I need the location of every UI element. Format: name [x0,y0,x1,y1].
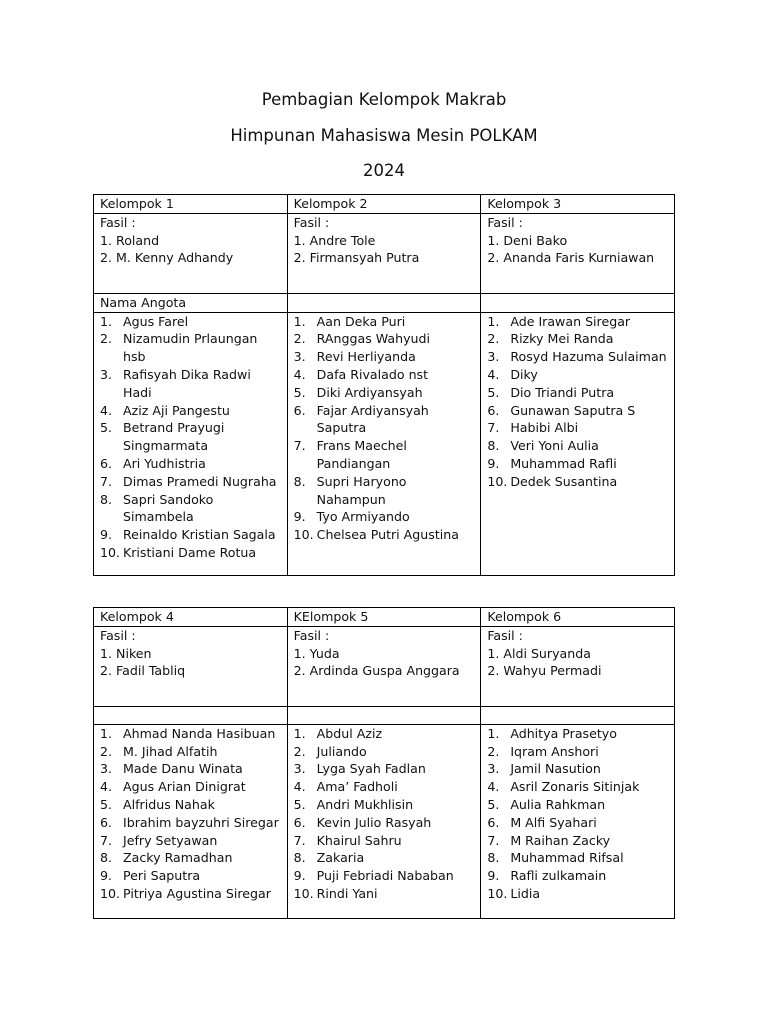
group-header: Kelompok 6 [481,608,675,627]
member-item [294,508,475,526]
member-name: Frans Maechel Pandiangan [316,438,407,471]
page-title: Pembagian Kelompok Makrab [261,90,507,109]
member-name: Dedek Susantina [510,473,618,489]
member-name: M. Jihad Alfatih [123,743,218,759]
member-item [294,526,475,544]
member-item [100,313,281,331]
member-item [294,330,475,348]
member-item [294,402,475,438]
member-name: Veri Yoni Aulia [510,438,599,454]
member-name: Muhammad Rifsal [510,850,624,866]
member-number: 2. [487,331,500,347]
facilitator-label: Fasil : [100,627,136,643]
member-item [487,473,668,491]
member-item [487,419,668,437]
member-name: Jefry Setyawan [123,832,218,848]
member-name: Nizamudin Prlaungan hsb [123,331,258,365]
member-name: M Alfi Syahari [510,814,597,830]
facilitator-cell [287,213,481,293]
member-list [100,725,281,903]
member-number: 9. [293,509,306,525]
member-number: 3. [100,366,113,382]
member-item [487,885,668,903]
member-number: 7. [293,832,306,848]
facilitator-name: 2. Fadil Tabliq [100,663,186,679]
member-row [94,724,675,918]
member-name: Dio Triandi Putra [510,384,615,400]
group-table-2 [93,607,675,919]
member-cell [287,724,481,918]
member-item [100,725,281,743]
facilitator-cell [287,626,481,706]
member-item [487,778,668,796]
member-number: 3. [293,349,306,365]
member-item [487,849,668,867]
facilitator-cell [94,213,288,293]
member-name: Juliando [316,743,367,759]
facilitator-cell [481,213,675,293]
member-item [100,885,281,903]
member-number: 6. [293,402,306,418]
member-item [294,437,475,473]
member-item [100,402,281,420]
member-item [100,366,281,402]
member-number: 5. [293,384,306,400]
member-number: 7. [293,438,306,454]
facilitator-cell [481,626,675,706]
member-cell [481,724,675,918]
member-number: 7. [487,420,500,436]
facilitator-name: 1. Roland [100,232,160,248]
member-number: 10. [100,885,121,901]
member-number: 2. [293,331,306,347]
member-list [294,313,475,544]
member-name: Gunawan Saputra S [510,402,636,418]
member-number: 9. [487,455,500,471]
member-name: Aziz Aji Pangestu [123,402,230,418]
member-name: Alfridus Nahak [123,796,215,812]
member-label-row [94,293,675,312]
group-header-row [94,195,675,214]
member-name: Khairul Sahru [316,832,402,848]
member-item [294,348,475,366]
member-item [100,544,281,562]
member-item [487,313,668,331]
facilitator-label: Fasil : [487,627,523,643]
member-number: 8. [293,850,306,866]
member-item [100,526,281,544]
member-name: Rizky Mei Randa [510,331,614,347]
member-item [100,491,281,527]
member-name: Aan Deka Puri [316,313,406,329]
member-item [487,867,668,885]
member-number: 10. [487,885,508,901]
member-number: 6. [100,814,113,830]
member-number: 9. [487,868,500,884]
member-number: 2. [100,743,113,759]
member-row [94,312,675,575]
member-item [294,384,475,402]
member-item [294,814,475,832]
member-name: RAnggas Wahyudi [316,331,431,347]
member-number: 8. [100,850,113,866]
member-item [100,832,281,850]
year-title: 2024 [363,161,405,180]
group-header: Kelompok 3 [481,195,675,214]
member-number: 3. [487,349,500,365]
member-number: 3. [487,761,500,777]
member-name: Fajar Ardiyansyah Saputra [316,402,429,436]
member-number: 1. [487,725,500,741]
member-item [487,760,668,778]
member-name: Lidia [510,885,541,901]
member-number: 10. [293,527,314,543]
facilitator-label: Fasil : [487,214,523,230]
member-number: 1. [293,313,306,329]
member-number: 3. [293,761,306,777]
member-item [487,366,668,384]
group-header: Kelompok 1 [94,195,288,214]
member-item [487,832,668,850]
member-number: 5. [100,796,113,812]
member-cell [94,724,288,918]
member-name: Revi Herliyanda [316,349,416,365]
member-label-empty [481,293,675,312]
member-item [294,313,475,331]
member-number: 4. [293,779,306,795]
member-item [100,814,281,832]
member-name: Zakaria [316,850,365,866]
member-name: Zacky Ramadhan [123,850,233,866]
member-item [294,849,475,867]
member-item [100,796,281,814]
member-name: Dafa Rivalado nst [316,366,429,382]
member-name: Agus Farel [123,313,189,329]
member-number: 8. [487,438,500,454]
member-item [487,796,668,814]
member-number: 4. [487,366,500,382]
organization-title: Himpunan Mahasiswa Mesin POLKAM [230,126,538,145]
member-item [100,778,281,796]
member-name: Pitriya Agustina Siregar [123,885,271,901]
member-item [487,814,668,832]
member-list [100,313,281,562]
member-list [487,725,668,903]
member-number: 10. [293,885,314,901]
member-name: Dimas Pramedi Nugraha [123,473,277,489]
member-item [294,473,475,509]
member-name: Ibrahim bayzuhri Siregar [123,814,279,830]
member-name: Puji Febriadi Nababan [316,868,454,884]
member-item [100,849,281,867]
member-item [487,402,668,420]
member-number: 5. [487,796,500,812]
member-item [487,725,668,743]
member-item [294,796,475,814]
member-item [100,473,281,491]
member-name: Rafli zulkamain [510,868,607,884]
member-label-empty [481,706,675,724]
member-label-row [94,706,675,724]
member-name: Abdul Aziz [316,725,383,741]
member-name: Peri Saputra [123,868,201,884]
member-item [487,437,668,455]
member-name: Ahmad Nanda Hasibuan [123,725,276,741]
member-number: 1. [100,313,113,329]
member-name: Kevin Julio Rasyah [316,814,432,830]
member-number: 5. [293,796,306,812]
member-number: 7. [100,832,113,848]
member-item [294,885,475,903]
member-item [487,384,668,402]
member-cell [287,312,481,575]
member-list [487,313,668,491]
member-name: Adhitya Prasetyo [510,725,617,741]
member-number: 9. [100,527,113,543]
member-label-empty [287,293,481,312]
member-name: Sapri Sandoko Simambela [123,491,214,525]
member-item [100,743,281,761]
member-number: 7. [100,473,113,489]
facilitator-row [94,213,675,293]
member-name: Muhammad Rafli [510,455,617,471]
member-name: Ama’ Fadholi [316,779,398,795]
member-name: Asril Zonaris Sitinjak [510,779,640,795]
member-number: 4. [293,366,306,382]
facilitator-row [94,626,675,706]
group-table-1 [93,194,675,576]
member-name: Iqram Anshori [510,743,599,759]
member-item [294,725,475,743]
group-header: KElompok 5 [287,608,481,627]
member-name: Jamil Nasution [510,761,601,777]
member-item [294,366,475,384]
member-name: Aulia Rahkman [510,796,606,812]
member-number: 2. [293,743,306,759]
member-name: Reinaldo Kristian Sagala [123,527,276,543]
member-item [487,455,668,473]
member-number: 1. [293,725,306,741]
member-number: 6. [487,814,500,830]
member-name: Habibi Albi [510,420,579,436]
member-name: Ade Irawan Siregar [510,313,631,329]
facilitator-name: 1. Niken [100,645,152,661]
facilitator-name: 1. Deni Bako [487,232,568,248]
member-item [100,760,281,778]
member-number: 9. [293,868,306,884]
member-item [294,778,475,796]
member-name: Rosyd Hazuma Sulaiman [510,349,667,365]
member-name: Ari Yudhistria [123,455,206,471]
member-list [294,725,475,903]
member-item [487,743,668,761]
member-item [294,760,475,778]
member-item [100,867,281,885]
facilitator-cell [94,626,288,706]
member-name: Supri Haryono Nahampun [316,473,407,507]
member-number: 4. [100,779,113,795]
member-number: 8. [487,850,500,866]
facilitator-label: Fasil : [100,214,136,230]
member-number: 6. [100,455,113,471]
facilitator-name: 2. Ananda Faris Kurniawan [487,250,655,266]
facilitator-name: 1. Yuda [293,645,340,661]
member-name: Chelsea Putri Agustina [316,527,459,543]
member-cell [94,312,288,575]
member-number: 2. [487,743,500,759]
facilitator-name: 2. Ardinda Guspa Anggara [293,663,460,679]
facilitator-name: 2. Wahyu Permadi [487,663,602,679]
member-name: Tyo Armiyando [316,509,410,525]
member-number: 3. [100,761,113,777]
member-name: Made Danu Winata [123,761,243,777]
member-item [294,867,475,885]
group-header: Kelompok 4 [94,608,288,627]
member-number: 7. [487,832,500,848]
group-header-row [94,608,675,627]
member-name: Andri Mukhlisin [316,796,414,812]
member-number: 1. [487,313,500,329]
member-item [294,832,475,850]
member-number: 1. [100,725,113,741]
member-number: 5. [487,384,500,400]
facilitator-name: 1. Andre Tole [293,232,376,248]
member-name: Kristiani Dame Rotua [123,544,257,560]
member-name: Rindi Yani [316,885,378,901]
member-number: 10. [487,473,508,489]
member-number: 5. [100,420,113,436]
member-item [100,330,281,366]
member-number: 4. [100,402,113,418]
group-header: Kelompok 2 [287,195,481,214]
member-number: 10. [100,544,121,560]
member-number: 8. [293,473,306,489]
member-label [94,706,288,724]
member-item [487,348,668,366]
member-item [487,330,668,348]
member-item [100,419,281,455]
member-name: Diky [510,366,538,382]
member-name: M Raihan Zacky [510,832,611,848]
member-item [100,455,281,473]
facilitator-label: Fasil : [293,627,330,643]
member-label: Nama Angota [94,293,288,312]
member-number: 6. [487,402,500,418]
member-item [294,743,475,761]
facilitator-name: 1. Aldi Suryanda [487,645,591,661]
member-name: Lyga Syah Fadlan [316,761,426,777]
facilitator-name: 2. Firmansyah Putra [293,250,420,266]
member-name: Rafisyah Dika Radwi Hadi [123,366,251,400]
member-number: 9. [100,868,113,884]
member-cell [481,312,675,575]
member-number: 8. [100,491,113,507]
facilitator-label: Fasil : [293,214,330,230]
member-number: 2. [100,331,113,347]
member-number: 4. [487,779,500,795]
facilitator-name: 2. M. Kenny Adhandy [100,250,234,266]
member-label-empty [287,706,481,724]
member-number: 6. [293,814,306,830]
member-name: Betrand Prayugi Singmarmata [123,420,225,454]
member-name: Diki Ardiyansyah [316,384,423,400]
member-name: Agus Arian Dinigrat [123,779,246,795]
